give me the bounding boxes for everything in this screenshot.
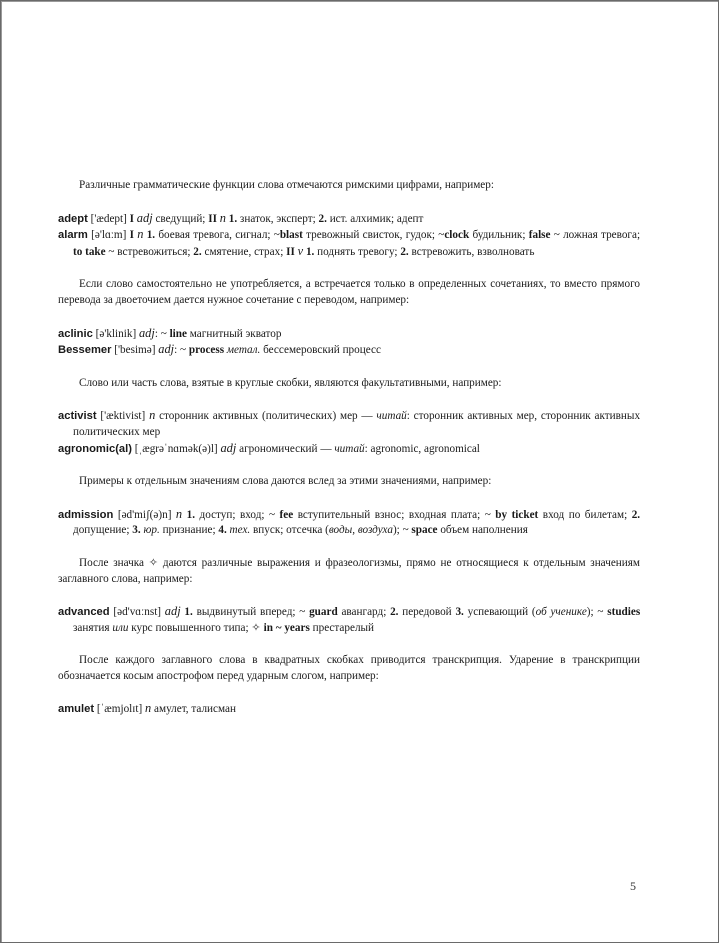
headword: admission — [58, 508, 114, 521]
transcription: [ə'lɑːm] — [91, 229, 127, 242]
entry-alarm: alarm [ə'lɑːm] I n 1. боевая тревога, сигнал; ~blast тревожный свисток, гудок; ~clock будильник; false ~ ложная тревога; to take ~ встревожиться; 2. смятение, страх; II v 1. поднять тревогу; 2. встревожить, взволновать — [58, 227, 641, 258]
headword: agronomic(al) — [58, 442, 132, 455]
transcription: [ˌægrəˈnɑmək(ə)l] — [134, 442, 218, 455]
headword: adept — [58, 212, 88, 225]
entry-agronomic: agronomic(al) [ˌægrəˈnɑmək(ə)l] adj агрономический — читай: agronomic, agronomical — [58, 440, 480, 455]
paragraph-phrases: После значка ✧ даются различные выражения и фразеологизмы, прямо не относящиеся к отдельным значениям заглавного слова, например: — [58, 556, 640, 585]
headword: aclinic — [58, 327, 93, 340]
entry-admission: admission [əd'miʃ(ə)n] n 1. доступ; вход; ~ fee вступительный взнос; входная плата; ~ by ticket вход по билетам; 2. допущение; 3. юр. признание; 4. тех. впуск; отсечка (воды, воздуха); ~ space объем наполнения — [58, 506, 641, 537]
entry-aclinic: aclinic [ə'klinik] adj: ~ line магнитный экватор — [58, 325, 282, 340]
headword: amulet — [58, 703, 95, 716]
paragraph-examples: Примеры к отдельным значениям слова даются вслед за этими значениями, например: — [79, 475, 492, 488]
paragraph-roman-numerals: Различные грамматические функции слова отмечаются римскими цифрами, например: — [79, 179, 494, 191]
headword: activist — [58, 410, 97, 423]
document-body — [58, 178, 640, 718]
entry-amulet: amulet [ˈæmjolɪt] n амулет, талисман — [58, 701, 236, 716]
transcription: ['ædept] — [90, 212, 127, 225]
entry-bessemer: Bessemer ['besimə] adj: ~ process метал. бессемеровский процесс — [58, 342, 381, 357]
transcription: [əd'miʃ(ə)n] — [117, 508, 172, 521]
transcription: ['æktivist] — [100, 410, 146, 423]
transcription: [ˈæmjolɪt] — [96, 703, 143, 716]
part-of-speech: adj — [136, 210, 153, 225]
headword: Bessemer — [58, 344, 112, 357]
entry-advanced: advanced [əd'vɑːnst] adj 1. выдвинутый вперед; ~ guard авангард; 2. передовой 3. успевающий (об ученике); ~ studies занятия или курс повышенного типа; ✧ in ~ years престарелый — [58, 604, 641, 634]
entry-activist: activist ['æktivist] n сторонник активных (политических) мер — читай: сторонник активных мер, сторонник активных политических мер — [58, 408, 641, 438]
transcription: [ə'klinik] — [95, 327, 137, 340]
paragraph-optional: Слово или часть слова, взятые в круглые скобки, являются факультативными, например: — [79, 376, 502, 389]
transcription: ['besimə] — [114, 344, 156, 357]
headword: alarm — [58, 229, 88, 242]
entry-adept: adept ['ædept] I adj сведущий; II n 1. знаток, эксперт; 2. ист. алхимик; адепт — [58, 210, 424, 225]
page-number: 5 — [630, 879, 636, 893]
paragraph-transcription: После каждого заглавного слова в квадратных скобках приводится транскрипция. Ударение в транскрипции обозначается косым апострофом перед ударным слогом, например: — [58, 654, 640, 682]
transcription: [əd'vɑːnst] — [113, 606, 162, 619]
headword: advanced — [58, 606, 110, 619]
paragraph-combinations: Если слово самостоятельно не употребляется, а встречается только в определенных сочетаниях, то вместо прямого перевода за двоеточием дается нужное сочетание с переводом, например: — [58, 278, 640, 306]
